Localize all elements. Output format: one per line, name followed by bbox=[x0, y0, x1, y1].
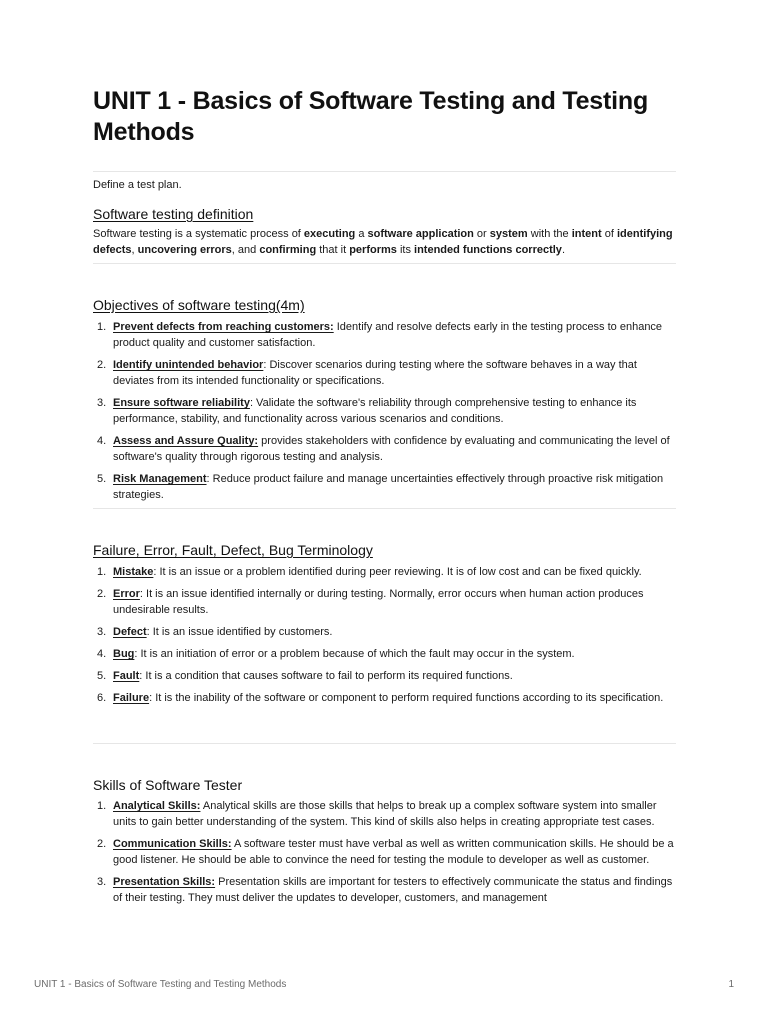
list-item-number: 3. bbox=[97, 626, 107, 638]
list-item-number: 3. bbox=[97, 397, 107, 409]
list-item bbox=[93, 624, 676, 640]
list-item-number: 1. bbox=[97, 566, 107, 578]
list-item bbox=[93, 646, 676, 662]
definition-keyword: system bbox=[489, 228, 528, 240]
definition-text: Software testing is a systematic process of bbox=[93, 228, 304, 240]
list-item bbox=[93, 836, 676, 868]
list-item-text: : It is the inability of the software or component to perform required functions according to its specification. bbox=[149, 692, 664, 704]
list-item-term: Error bbox=[113, 588, 140, 600]
definition-keyword: identifying defects bbox=[93, 228, 673, 256]
definition-heading: Software testing definition bbox=[93, 206, 254, 222]
list-item-text: Presentation skills are important for testers to effectively communicate the status and findings of their testing. They must deliver the updates to developer, customers, and management bbox=[113, 876, 673, 904]
list-item-text: : It is an issue identified by customers. bbox=[146, 626, 333, 638]
list-item bbox=[93, 586, 676, 618]
list-item-number: 1. bbox=[97, 800, 107, 812]
list-item bbox=[93, 319, 676, 351]
divider bbox=[93, 171, 676, 172]
list-item-number: 4. bbox=[97, 648, 107, 660]
list-item-term: Bug bbox=[113, 648, 135, 660]
list-item-text: : Validate the software's reliability through comprehensive testing to enhance its performance, stability, and functionality across various scenarios and conditions. bbox=[113, 397, 637, 425]
list-item-text: provides stakeholders with confidence by evaluating and communicating the level of software's quality through rigorous testing and analysis. bbox=[113, 435, 670, 463]
list-item bbox=[93, 471, 676, 503]
list-item bbox=[93, 874, 676, 906]
list-item-number: 2. bbox=[97, 359, 107, 371]
list-item-text: : It is an issue identified internally or during testing. Normally, error occurs when human action produces undesirable results. bbox=[113, 588, 644, 616]
list-item bbox=[93, 433, 676, 465]
list-item-term: Failure bbox=[113, 692, 150, 704]
list-item bbox=[93, 668, 676, 684]
divider bbox=[93, 263, 676, 264]
list-item-term: Analytical Skills: bbox=[113, 800, 201, 812]
definition-text: , bbox=[131, 244, 138, 256]
list-item-term: Presentation Skills: bbox=[113, 876, 216, 888]
definition-paragraph bbox=[93, 226, 676, 258]
list-item-term: Prevent defects from reaching customers: bbox=[113, 321, 334, 333]
list-item bbox=[93, 798, 676, 830]
list-item-text: Analytical skills are those skills that helps to break up a complex software system into smaller units to gain better understanding of the system. This kind of skills also helps in creating appropriate test cases. bbox=[113, 800, 657, 828]
definition-keyword: software application bbox=[367, 228, 474, 240]
definition-text: that it bbox=[316, 244, 350, 256]
list-item-number: 2. bbox=[97, 838, 107, 850]
objectives-list bbox=[93, 319, 676, 503]
list-item-term: Assess and Assure Quality: bbox=[113, 435, 259, 447]
list-item-text: : Reduce product failure and manage uncertainties effectively through proactive risk mitigation strategies. bbox=[113, 473, 664, 501]
list-item-number: 5. bbox=[97, 670, 107, 682]
divider bbox=[93, 508, 676, 509]
list-item-number: 2. bbox=[97, 588, 107, 600]
list-item-term: Identify unintended behavior bbox=[113, 359, 264, 371]
list-item-number: 1. bbox=[97, 321, 107, 333]
terminology-heading: Failure, Error, Fault, Defect, Bug Terminology bbox=[93, 542, 373, 558]
definition-text: its bbox=[396, 244, 415, 256]
list-item bbox=[93, 564, 676, 580]
definition-keyword: intent bbox=[571, 228, 602, 240]
list-item-term: Risk Management bbox=[113, 473, 207, 485]
list-item-text: A software tester must have verbal as well as written communication skills. He should be a good listener. He should be able to convince the need for testing the module to developer as well as customer. bbox=[113, 838, 674, 866]
list-item bbox=[93, 357, 676, 389]
list-item-text: : Discover scenarios during testing where the software behaves in a way that deviates from its intended functionality or specifications. bbox=[113, 359, 637, 387]
definition-text: . bbox=[561, 244, 565, 256]
list-item-number: 6. bbox=[97, 692, 107, 704]
definition-keyword: uncovering errors bbox=[137, 244, 232, 256]
terminology-list bbox=[93, 564, 676, 706]
objectives-heading: Objectives of software testing(4m) bbox=[93, 297, 305, 313]
list-item-text: Identify and resolve defects early in the testing process to enhance product quality and customer satisfaction. bbox=[113, 321, 663, 349]
list-item-term: Ensure software reliability bbox=[113, 397, 250, 409]
page-title: UNIT 1 - Basics of Software Testing and Testing Methods bbox=[93, 87, 649, 146]
intro-text: Define a test plan. bbox=[93, 179, 182, 191]
list-item-term: Fault bbox=[113, 670, 140, 682]
footer-page-number: 1 bbox=[728, 979, 734, 990]
definition-keyword: confirming bbox=[259, 244, 317, 256]
list-item-number: 5. bbox=[97, 473, 107, 485]
definition-text: a bbox=[355, 228, 368, 240]
list-item-text: : It is a condition that causes software to fail to perform its required functions. bbox=[139, 670, 513, 682]
list-item bbox=[93, 690, 676, 706]
skills-heading: Skills of Software Tester bbox=[93, 777, 243, 793]
divider bbox=[93, 743, 676, 744]
definition-keyword: performs bbox=[349, 244, 397, 256]
definition-text: , and bbox=[231, 244, 260, 256]
list-item-term: Mistake bbox=[113, 566, 154, 578]
list-item-term: Defect bbox=[113, 626, 147, 638]
list-item-text: : It is an initiation of error or a problem because of which the fault may occur in the system. bbox=[134, 648, 575, 660]
definition-text: of bbox=[601, 228, 617, 240]
definition-keyword: executing bbox=[303, 228, 356, 240]
skills-list bbox=[93, 798, 676, 906]
definition-text: or bbox=[473, 228, 490, 240]
footer-title: UNIT 1 - Basics of Software Testing and Testing Methods bbox=[34, 979, 287, 990]
definition-text: with the bbox=[527, 228, 572, 240]
list-item-text: : It is an issue or a problem identified during peer reviewing. It is of low cost and can be fixed quickly. bbox=[153, 566, 642, 578]
definition-keyword: intended functions correctly bbox=[414, 244, 562, 256]
list-item-number: 3. bbox=[97, 876, 107, 888]
list-item-term: Communication Skills: bbox=[113, 838, 232, 850]
list-item bbox=[93, 395, 676, 427]
list-item-number: 4. bbox=[97, 435, 107, 447]
